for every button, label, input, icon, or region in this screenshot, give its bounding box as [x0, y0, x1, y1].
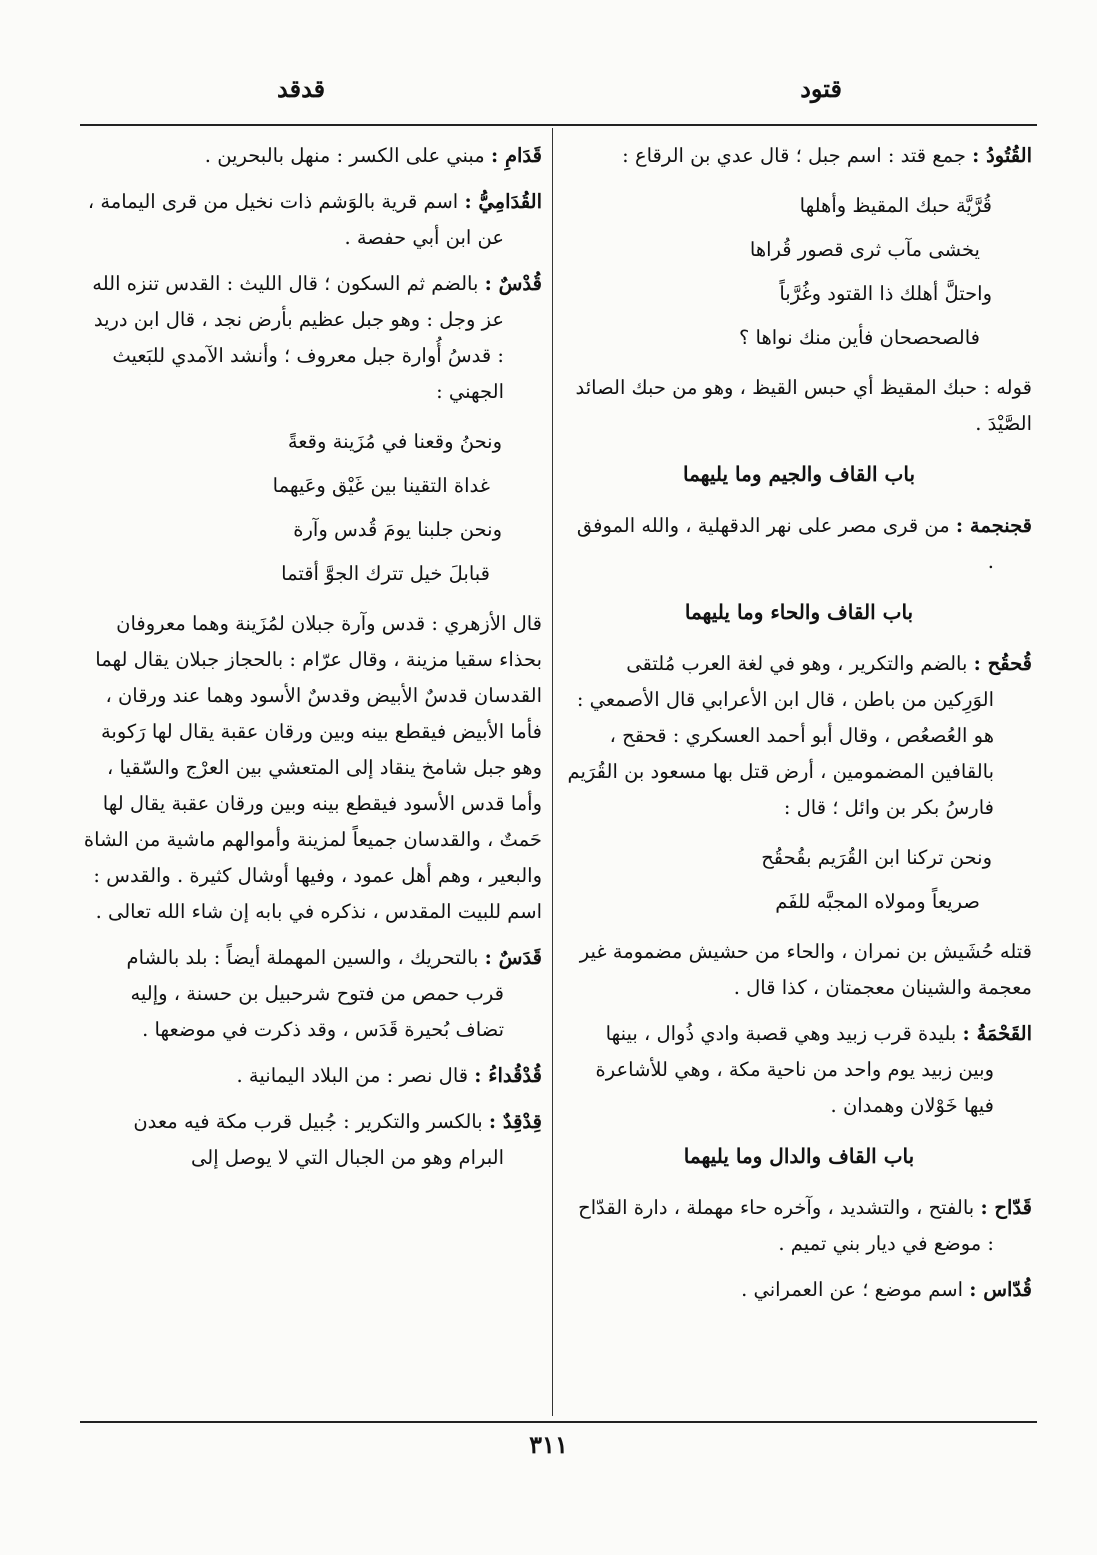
section-heading: باب القاف والجيم وما يليهما — [682, 462, 916, 486]
verse-line: قُرَّيَّة حبك المقيظ وأهلها — [799, 194, 992, 217]
verse-line: صريعاً ومولاه المجبَّه للفَم — [775, 890, 980, 913]
verse-line: فالصحصحان فأين منك نواها ؟ — [738, 326, 980, 349]
headword: القُتُودُ : — [972, 144, 1032, 167]
paragraph-azhari: قال الأزهري : قدس وآرة جبلان لمُزَينة وهما معروفان بحذاء سقيا مزينة ، وقال عرّام : بالحجاز جبلان يقال لهما القدسان قدسٌ الأبيض وقدسٌ الأسود وهما عند ورقان ، فأما الأبيض فيقطع بينه وبين ورقان عقبة يقال لها رَكوبة وهو جبل شامخ ينقاد إلى المتعشي بين العرْج والسّقيا ، وأما قدس الأسود فيقطع بينه وبين ورقان عقبة يقال لها حَمتٌ ، والقدسان جميعاً لمزينة وأموالهم ماشية من الشاة والبعير ، وهم أهل عمود ، وفيها أوشال كثيرة . والقدس : اسم للبيت المقدس ، نذكره في بابه إن شاء الله تعالى . — [83, 612, 542, 923]
footer-rule — [80, 1421, 1037, 1423]
note-hubuk: قوله : حبك المقيظ أي حبس القيظ ، وهو من حبك الصائد الصَّيْدَ . — [575, 376, 1032, 435]
poem-adi — [566, 184, 1032, 360]
verse-line: ونحنُ وقعنا في مُزَينة وقعةً — [287, 430, 502, 453]
poem-quhquh — [566, 836, 1032, 924]
section-heading: باب القاف والدال وما يليهما — [683, 1144, 915, 1168]
verse-line: واحتلَّ أهلك ذا القتود وغُرَّباً — [779, 282, 992, 305]
verse-line: قبابلَ خيل تترك الجوَّ أقتما — [281, 562, 490, 585]
headword: قَدَامِ : — [490, 144, 542, 167]
definition: بالضم ثم السكون ؛ قال الليث : القدس تنزه الله عز وجل : وهو جبل عظيم بأرض نجد ، قال ابن دريد : قدسُ أُوارة جبل معروف ؛ وأنشد الآمدي للبَعيث الجهني : — [92, 272, 504, 403]
entry-qajanjama — [566, 508, 1032, 580]
verse-line: غداة التقينا بين غَيْق وعَيهما — [272, 474, 490, 497]
definition: بليدة قرب زبيد وهي قصبة وادي ذُوال ، بينها وبين زبيد يوم واحد من ناحية مكة ، وهي للأشاعرة فيها خَوْلان وهمدان . — [595, 1022, 994, 1117]
note-hushaysh: قتله حُشَيش بن نمران ، والحاء من حشيش مضمومة غير معجمة والشينان معجمتان ، كذا قال . — [579, 940, 1032, 999]
page-number: ٣١١ — [529, 1430, 568, 1459]
entry-qadas — [82, 940, 542, 1048]
column-divider — [552, 128, 553, 1416]
headword: القُدَامِيُّ : — [464, 190, 542, 213]
definition: جمع قتد : اسم جبل ؛ قال عدي بن الرقاع : — [622, 144, 966, 167]
entry-qutud — [566, 138, 1032, 174]
section-heading: باب القاف والحاء وما يليهما — [684, 600, 914, 624]
running-head-left: قدقد — [277, 74, 326, 103]
definition: بالفتح ، والتشديد ، وآخره حاء مهملة ، دارة القدّاح : موضع في ديار بني تميم . — [578, 1196, 994, 1255]
entry-qudquda — [82, 1058, 542, 1094]
headword: قجنجمة : — [955, 514, 1032, 537]
definition: بالتحريك ، والسين المهملة أيضاً : بلد بالشام قرب حمص من فتوح شرحبيل بن حسنة ، وإليه تضاف بُحيرة قَدَس ، وقد ذكرت في موضعها . — [126, 946, 504, 1041]
verse-line: ونحن تركنا ابن القُرَيم بقُحقُح — [761, 846, 992, 869]
definition: مبني على الكسر : منهل بالبحرين . — [204, 144, 485, 167]
headword: قَدَسٌ : — [484, 946, 542, 969]
entry-qudas — [566, 1272, 1032, 1308]
entry-qudamiyy — [82, 184, 542, 256]
definition: قال نصر : من البلاد اليمانية . — [236, 1064, 469, 1087]
headword: قَدّاح : — [980, 1196, 1032, 1219]
headword: قُدّاس : — [969, 1278, 1032, 1301]
entry-quhquh — [566, 646, 1032, 826]
headword: قِدْقِدٌ : — [488, 1110, 542, 1133]
headword: قُحقُح : — [973, 652, 1032, 675]
definition: بالضم والتكرير ، وهو في لغة العرب مُلتقى الوَرِكين من باطن ، قال ابن الأعرابي قال الأصمعي : هو العُصعُص ، وقال أبو أحمد العسكري : قحقح ، بالقافين المضمومين ، أرض قتل بها مسعود بن القُرَيم فارسُ بكر بن وائل ؛ قال : — [567, 652, 994, 819]
verse-line: ونحن جلبنا يومَ قُدس وآرة — [293, 518, 502, 541]
verse-line: يخشى مآب ثرى قصور قُراها — [749, 238, 980, 261]
entry-qadami — [82, 138, 542, 174]
headword: قُدْقُداءُ : — [474, 1064, 542, 1087]
definition: بالكسر والتكرير : جُبيل قرب مكة فيه معدن البرام وهو من الجبال التي لا يوصل إلى — [133, 1110, 504, 1169]
entry-qahma — [566, 1016, 1032, 1124]
entry-qidqid — [82, 1104, 542, 1176]
running-head-right: قتود — [800, 74, 842, 103]
poem-baith — [82, 420, 542, 596]
right-column — [566, 138, 1032, 1318]
headword: القَحْمَةُ : — [962, 1022, 1032, 1045]
header-rule — [80, 124, 1037, 126]
definition: من قرى مصر على نهر الدقهلية ، والله الموفق . — [576, 514, 994, 573]
headword: قُدْسٌ : — [484, 272, 542, 295]
left-column — [82, 138, 542, 1186]
entry-quds — [82, 266, 542, 410]
definition: اسم موضع ؛ عن العمراني . — [741, 1278, 964, 1301]
definition: اسم قرية بالوَشم ذات نخيل من قرى اليمامة ، عن ابن أبي حفصة . — [87, 190, 504, 249]
entry-qaddah — [566, 1190, 1032, 1262]
